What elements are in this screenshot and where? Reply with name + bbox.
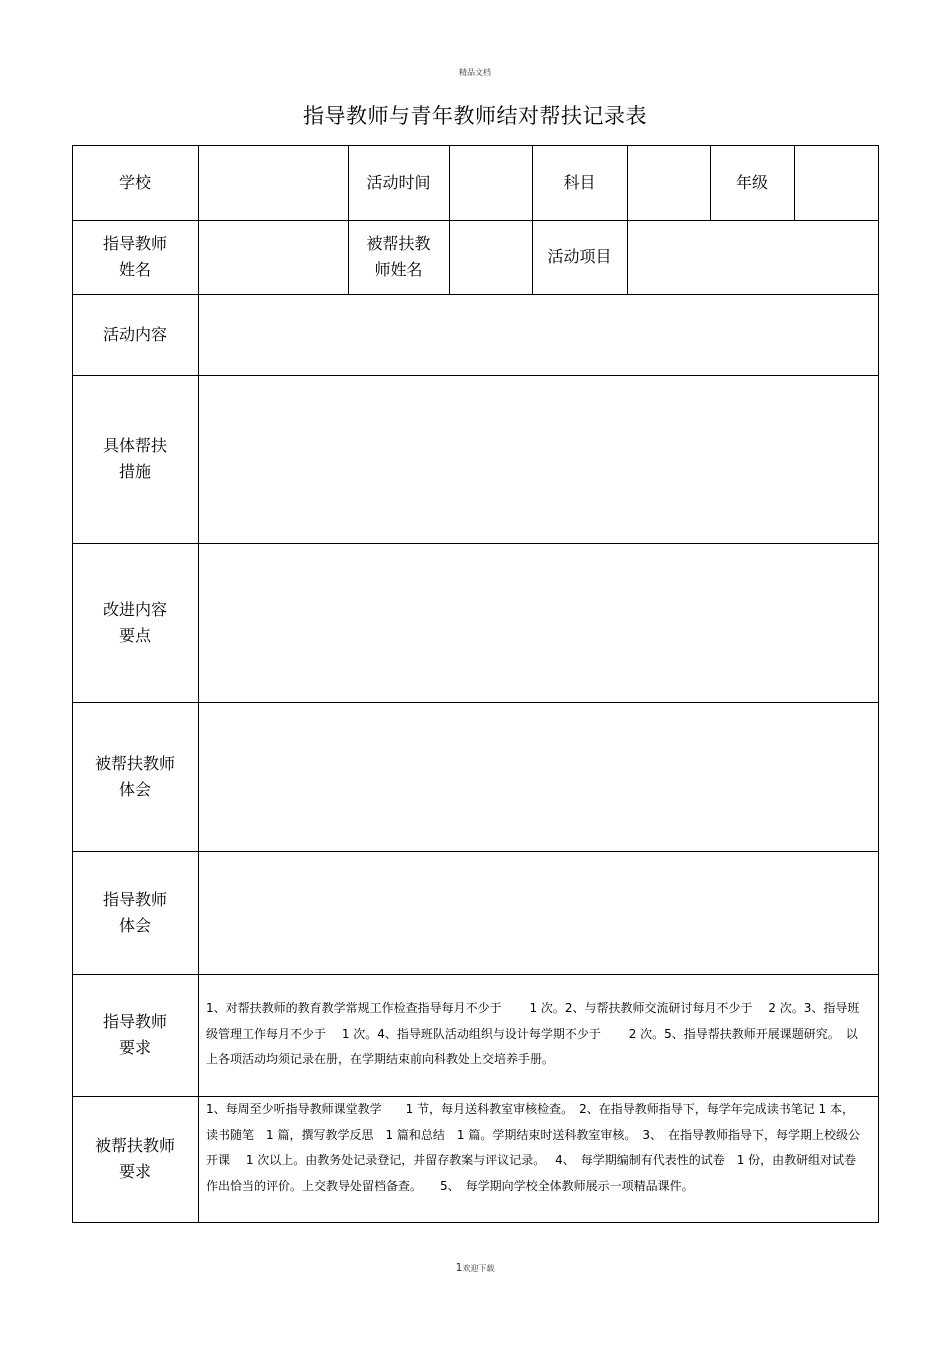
field-mentor-name[interactable] — [199, 220, 348, 294]
field-subject[interactable] — [628, 145, 710, 220]
footer-text: 欢迎下载 — [462, 1264, 495, 1273]
record-table — [72, 145, 879, 1223]
label-improvements: 改进内容 要点 — [102, 599, 167, 645]
field-activity-time[interactable] — [450, 145, 532, 220]
field-activity-project[interactable] — [628, 220, 878, 294]
label-mentor-name: 指导教师 姓名 — [102, 234, 167, 279]
field-school[interactable] — [199, 145, 348, 220]
label-activity-project: 活动项目 — [547, 247, 612, 266]
field-improvements[interactable] — [199, 543, 878, 702]
label-mentor-requirements: 指导教师 要求 — [102, 1012, 167, 1057]
label-measures: 具体帮扶 措施 — [102, 436, 167, 481]
label-mentee-reflection: 被帮扶教师 体会 — [94, 753, 175, 799]
label-grade: 年级 — [735, 172, 768, 192]
label-activity-content: 活动内容 — [102, 324, 167, 344]
label-activity-time: 活动时间 — [366, 172, 431, 192]
field-activity-content[interactable] — [199, 294, 878, 375]
mentee-requirements-text: 1、每周至少听指导教师课堂教学 1 节，每月送科教室审核检查。 2、在指导教师指导下，每学年完成读书笔记 1 本，读书随笔 1 篇，撰写教学反思 1 篇和总结 1 篇。学期结束时送科教室审核。 3、 在指导教师指导下，每学期上校级公开课 1 次以上。由教务处记录登记，并留存教案与评议记录。 4、 每学期编制有代表性的试卷 1 份，由教研组对试卷作出恰当的评价。上交教导处留档备查。 5、 每学期向学校全体教师展示一项精品课件。 — [206, 1102, 860, 1193]
mentor-requirements-text: 1、对帮扶教师的教育教学常规工作检查指导每月不少于 1 次。2、与帮扶教师交流研讨每月不少于 2 次。3、指导班级管理工作每月不少于 1 次。4、指导班队活动组织与设计每学期不少于 2 次。5、指导帮扶教师开展课题研究。 以上各项活动均须记录在册，在学期结束前向科教处上交培养手册。 — [206, 1001, 860, 1066]
label-school: 学校 — [118, 172, 151, 192]
page-number: 1 — [455, 1261, 463, 1274]
field-mentee-name[interactable] — [450, 220, 532, 294]
form-title: 指导教师与青年教师结对帮扶记录表 — [303, 104, 647, 128]
label-subject: 科目 — [563, 172, 596, 192]
field-grade[interactable] — [795, 145, 878, 220]
page-header: 精品文档 — [459, 68, 491, 77]
field-mentor-reflection[interactable] — [199, 851, 878, 974]
field-measures[interactable] — [199, 375, 878, 543]
label-mentee-name: 被帮扶教 师姓名 — [366, 234, 431, 279]
page-footer — [0, 1261, 950, 1274]
label-mentee-requirements: 被帮扶教师 要求 — [94, 1136, 175, 1181]
label-mentor-reflection: 指导教师 体会 — [102, 889, 167, 935]
field-mentee-reflection[interactable] — [199, 702, 878, 851]
